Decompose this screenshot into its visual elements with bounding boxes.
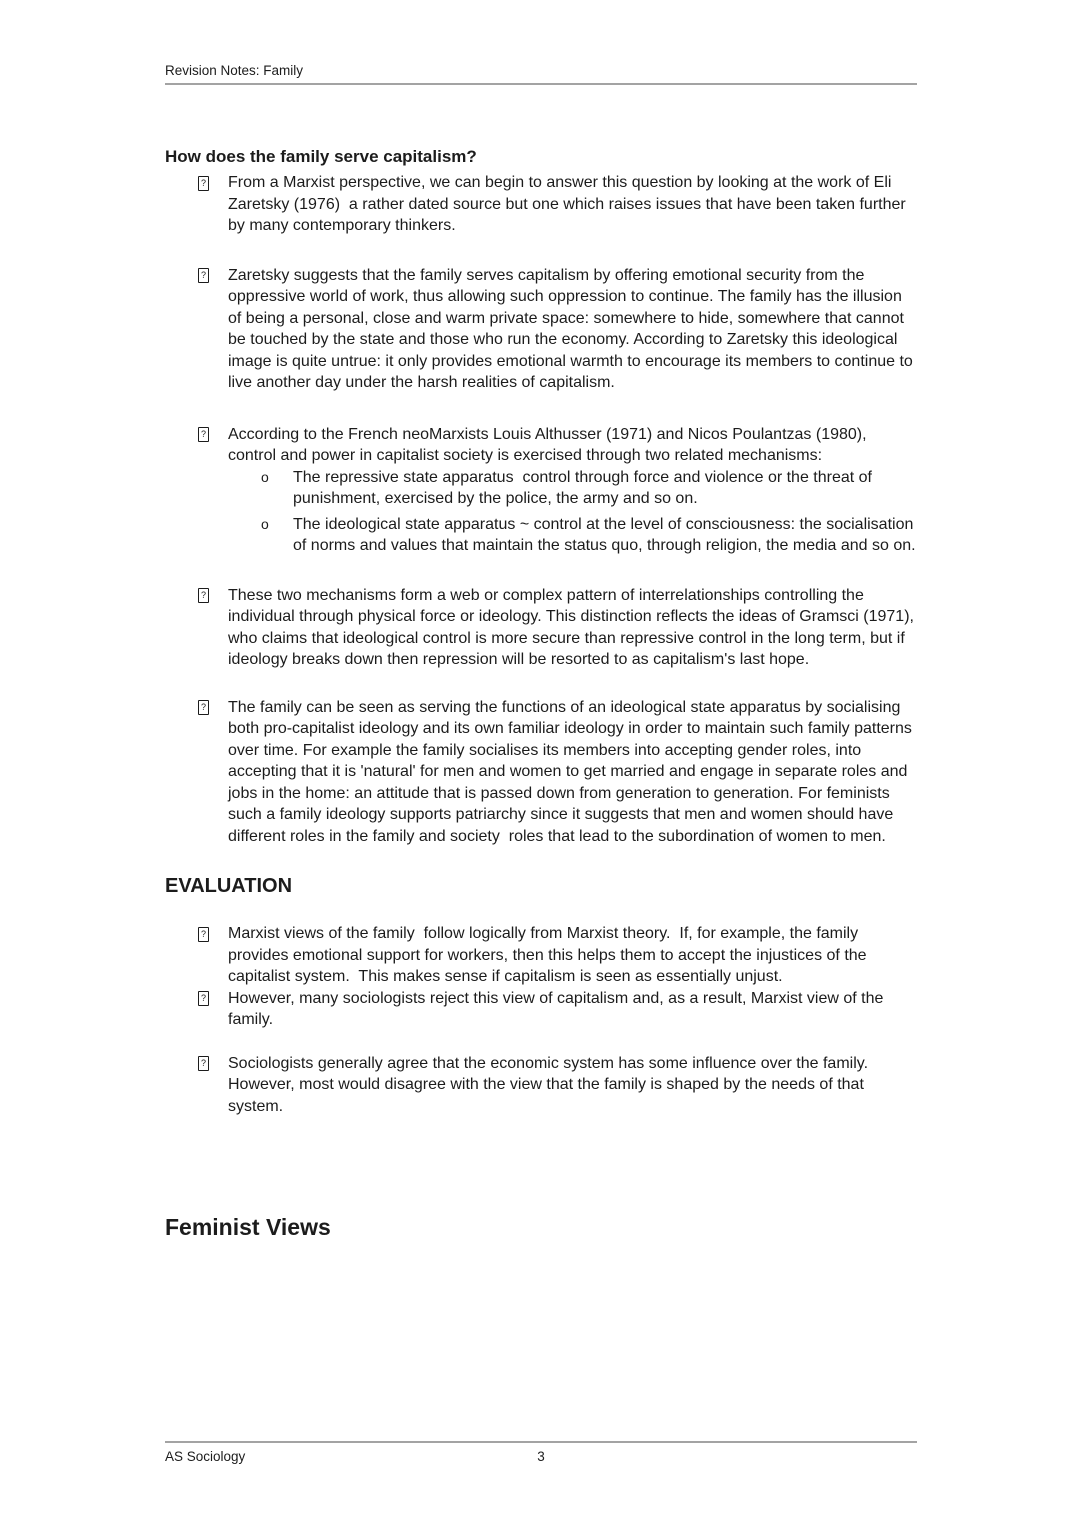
bullet-item [165, 265, 917, 394]
capitalism-bullet-list [165, 172, 917, 847]
footer-page-number: 3 [537, 1449, 545, 1464]
evaluation-bullet-list [165, 923, 917, 1117]
section-heading-evaluation: EVALUATION [165, 875, 293, 897]
bullet-item [165, 988, 917, 1031]
bullet-text: According to the French neoMarxists Louis Althusser (1971) and Nicos Poulantzas (1980), control and power in capitalist society is exercised through two related mechanisms: [228, 425, 872, 464]
footer-row [165, 1448, 917, 1465]
sub-bullet-list [228, 467, 917, 557]
missing-glyph-bullet-icon: ? [198, 176, 209, 191]
circle-bullet-icon: o [261, 468, 269, 485]
header-title: Revision Notes: Family [165, 63, 304, 78]
missing-glyph-bullet-icon: ? [198, 700, 209, 715]
sub-bullet-item [228, 467, 917, 510]
bullet-item [165, 585, 917, 671]
bullet-text: However, many sociologists reject this view of capitalism and, as a result, Marxist view of the family. [228, 989, 888, 1028]
sub-bullet-text: The repressive state apparatus control through force and violence or the threat of punishment, exercised by the police, the army and so on. [293, 468, 877, 507]
missing-glyph-bullet-icon: ? [198, 1056, 209, 1071]
bullet-text: Zaretsky suggests that the family serves capitalism by offering emotional security from the oppressive world of work, thus allowing such oppression to continue. The family has the illusion of being a personal, close and warm private space: somewhere to hide, somewhere that cannot be touched by the state and those who run the economy. According to Zaretsky this ideological image is quite untrue: it only provides emotional warmth to encourage its members to continue to live another day under the harsh realities of capitalism. [228, 266, 918, 391]
sub-bullet-item [228, 514, 917, 557]
bullet-item [165, 697, 917, 848]
bullet-text: These two mechanisms form a web or complex pattern of interrelationships controlling the individual through physical force or ideology. This distinction reflects the ideas of Gramsci (1971), who claims that ideological control is more secure than repressive control in the long term, but if ideology breaks down then repression will be resorted to as capitalism's last hope. [228, 586, 919, 668]
header-rule [165, 83, 917, 85]
page-content [165, 146, 917, 1242]
bullet-text: From a Marxist perspective, we can begin to answer this question by looking at the work of Eli Zaretsky (1976) a rather dated source but one which raises issues that have been taken further by many contemporary thinkers. [228, 174, 911, 234]
bullet-text: Marxist views of the family follow logically from Marxist theory. If, for example, the family provides emotional support for workers, then this helps them to accept the injustices of the capitalist system. This makes sense if capitalism is seen as essentially unjust. [228, 925, 872, 985]
missing-glyph-bullet-icon: ? [198, 588, 209, 603]
bullet-text: Sociologists generally agree that the economic system has some influence over the family. However, most would disagree with the view that the family is shaped by the needs of that system. [228, 1054, 877, 1115]
missing-glyph-bullet-icon: ? [198, 991, 209, 1006]
bullet-item [165, 424, 917, 557]
page-footer [165, 1441, 917, 1465]
missing-glyph-bullet-icon: ? [198, 427, 209, 442]
section-heading-feminist-views: Feminist Views [165, 1214, 331, 1240]
bullet-item [165, 923, 917, 988]
missing-glyph-bullet-icon: ? [198, 268, 209, 283]
page-header [165, 62, 917, 85]
bullet-item [165, 172, 917, 237]
bullet-item [165, 1053, 917, 1118]
footer-course-label: AS Sociology [165, 1449, 246, 1464]
circle-bullet-icon: o [261, 515, 269, 532]
section-heading-capitalism: How does the family serve capitalism? [165, 147, 477, 166]
footer-rule [165, 1441, 917, 1443]
missing-glyph-bullet-icon: ? [198, 927, 209, 942]
bullet-text: The family can be seen as serving the functions of an ideological state apparatus by socialising both pro-capitalist ideology and its own familiar ideology in order to maintain such family patterns over time. For example the family socialises its members into accepting gender roles, into accepting that it is 'natural' for men and women to get married and engage in separate roles and jobs in the home: an attitude that is passed down from generation to generation. For feminists such a family ideology supports patriarchy since it suggests that men and women should have different roles in the family and society roles that lead to the subordination of women to men. [228, 698, 917, 845]
sub-bullet-text: The ideological state apparatus ~ control at the level of consciousness: the socialisation of norms and values that maintain the status quo, through religion, the media and so on. [293, 515, 918, 554]
